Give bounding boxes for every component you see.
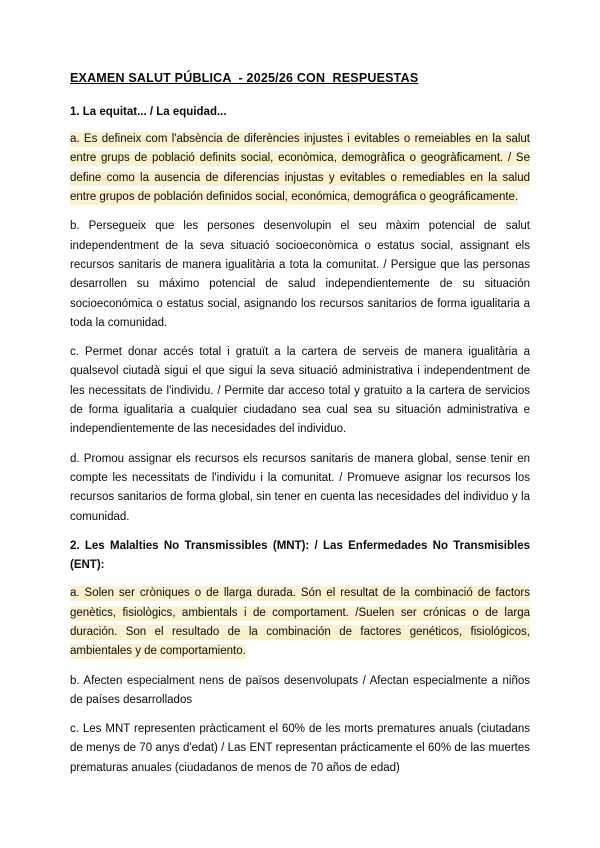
question-1-answer-b (70, 217, 530, 333)
question-2-answer-c (70, 720, 530, 778)
question-2-answer-b (70, 672, 530, 711)
question-1-answer-c (70, 343, 530, 439)
question-1-answer-d (70, 450, 530, 527)
answer-text: b. Persegueix que les persones desenvolupin el seu màxim potencial de salut independentment de la seva situació socioeconòmica o estatus social, assignant els recursos sanitaris de manera igualitària a tota la comunitat. / Persigue que las personas desarrollen su máximo potencial de salud independientemente de su situación socioeconómica o estatus social, asignando los recursos sanitarios de forma igualitaria a toda la comunidad. (70, 220, 530, 329)
question-1-heading: 1. La equitat... / La equidad... (70, 105, 227, 118)
question-2-answer-a-highlighted (70, 584, 530, 661)
question-1 (70, 103, 530, 527)
question-1-answer-a-highlighted (70, 130, 530, 207)
answer-text: c. Permet donar accés total i gratuït a la cartera de serveis de manera igualitària a qualsevol ciutadà sigui el que sigui la seva situació administrativa i independentment de les necessitats de l'individu. / Permite dar acceso total y gratuito a la cartera de servicios de forma igualitaria a cualquier ciudadano sea cual sea su situación administrativa e independientemente de las necesidades del individuo. (70, 346, 530, 436)
answer-text: b. Afecten especialment nens de països desenvolupats / Afectan especialmente a niños de países desarrollados (70, 674, 530, 706)
document-title: EXAMEN SALUT PÚBLICA - 2025/26 CON RESPUESTAS (70, 71, 419, 85)
answer-text: d. Promou assignar els recursos els recursos sanitaris de manera global, sense tenir en compte les necessitats de l'individu i la comunitat. / Promueve asignar los recursos los recursos sanitarios de forma global, sin tener en cuenta las necesidades del individuo y la comunidad. (70, 452, 530, 523)
question-2 (70, 537, 530, 778)
question-2-heading: 2. Les Malalties No Transmissibles (MNT): / Las Enfermedades No Transmisibles (ENT): (70, 539, 530, 572)
answer-text: a. Es defineix com l'absència de diferències injustes i evitables o remeiables en la salut entre grups de població definits social, econòmica, demogràfica o geogràficament. / Se define como la ausencia de diferencias injustas y evitables o remediables en la salud entre grupos de población definidos social, económica, demográfica o geográficamente. (70, 133, 530, 204)
answer-text: c. Les MNT representen pràcticament el 60% de les morts prematures anuals (ciutadans de menys de 70 anys d'edat) / Las ENT representan prácticamente el 60% de las muertes prematuras anuales (ciudadanos de menos de 70 años de edad) (70, 723, 530, 774)
answer-text: a. Solen ser cròniques o de llarga durada. Són el resultat de la combinació de factors genètics, fisiològics, ambientals i de comportament. /Suelen ser crónicas o de larga duración. Son el resultado de la combinación de factores genéticos, fisiológicos, ambientales y de comportamiento. (70, 587, 530, 658)
